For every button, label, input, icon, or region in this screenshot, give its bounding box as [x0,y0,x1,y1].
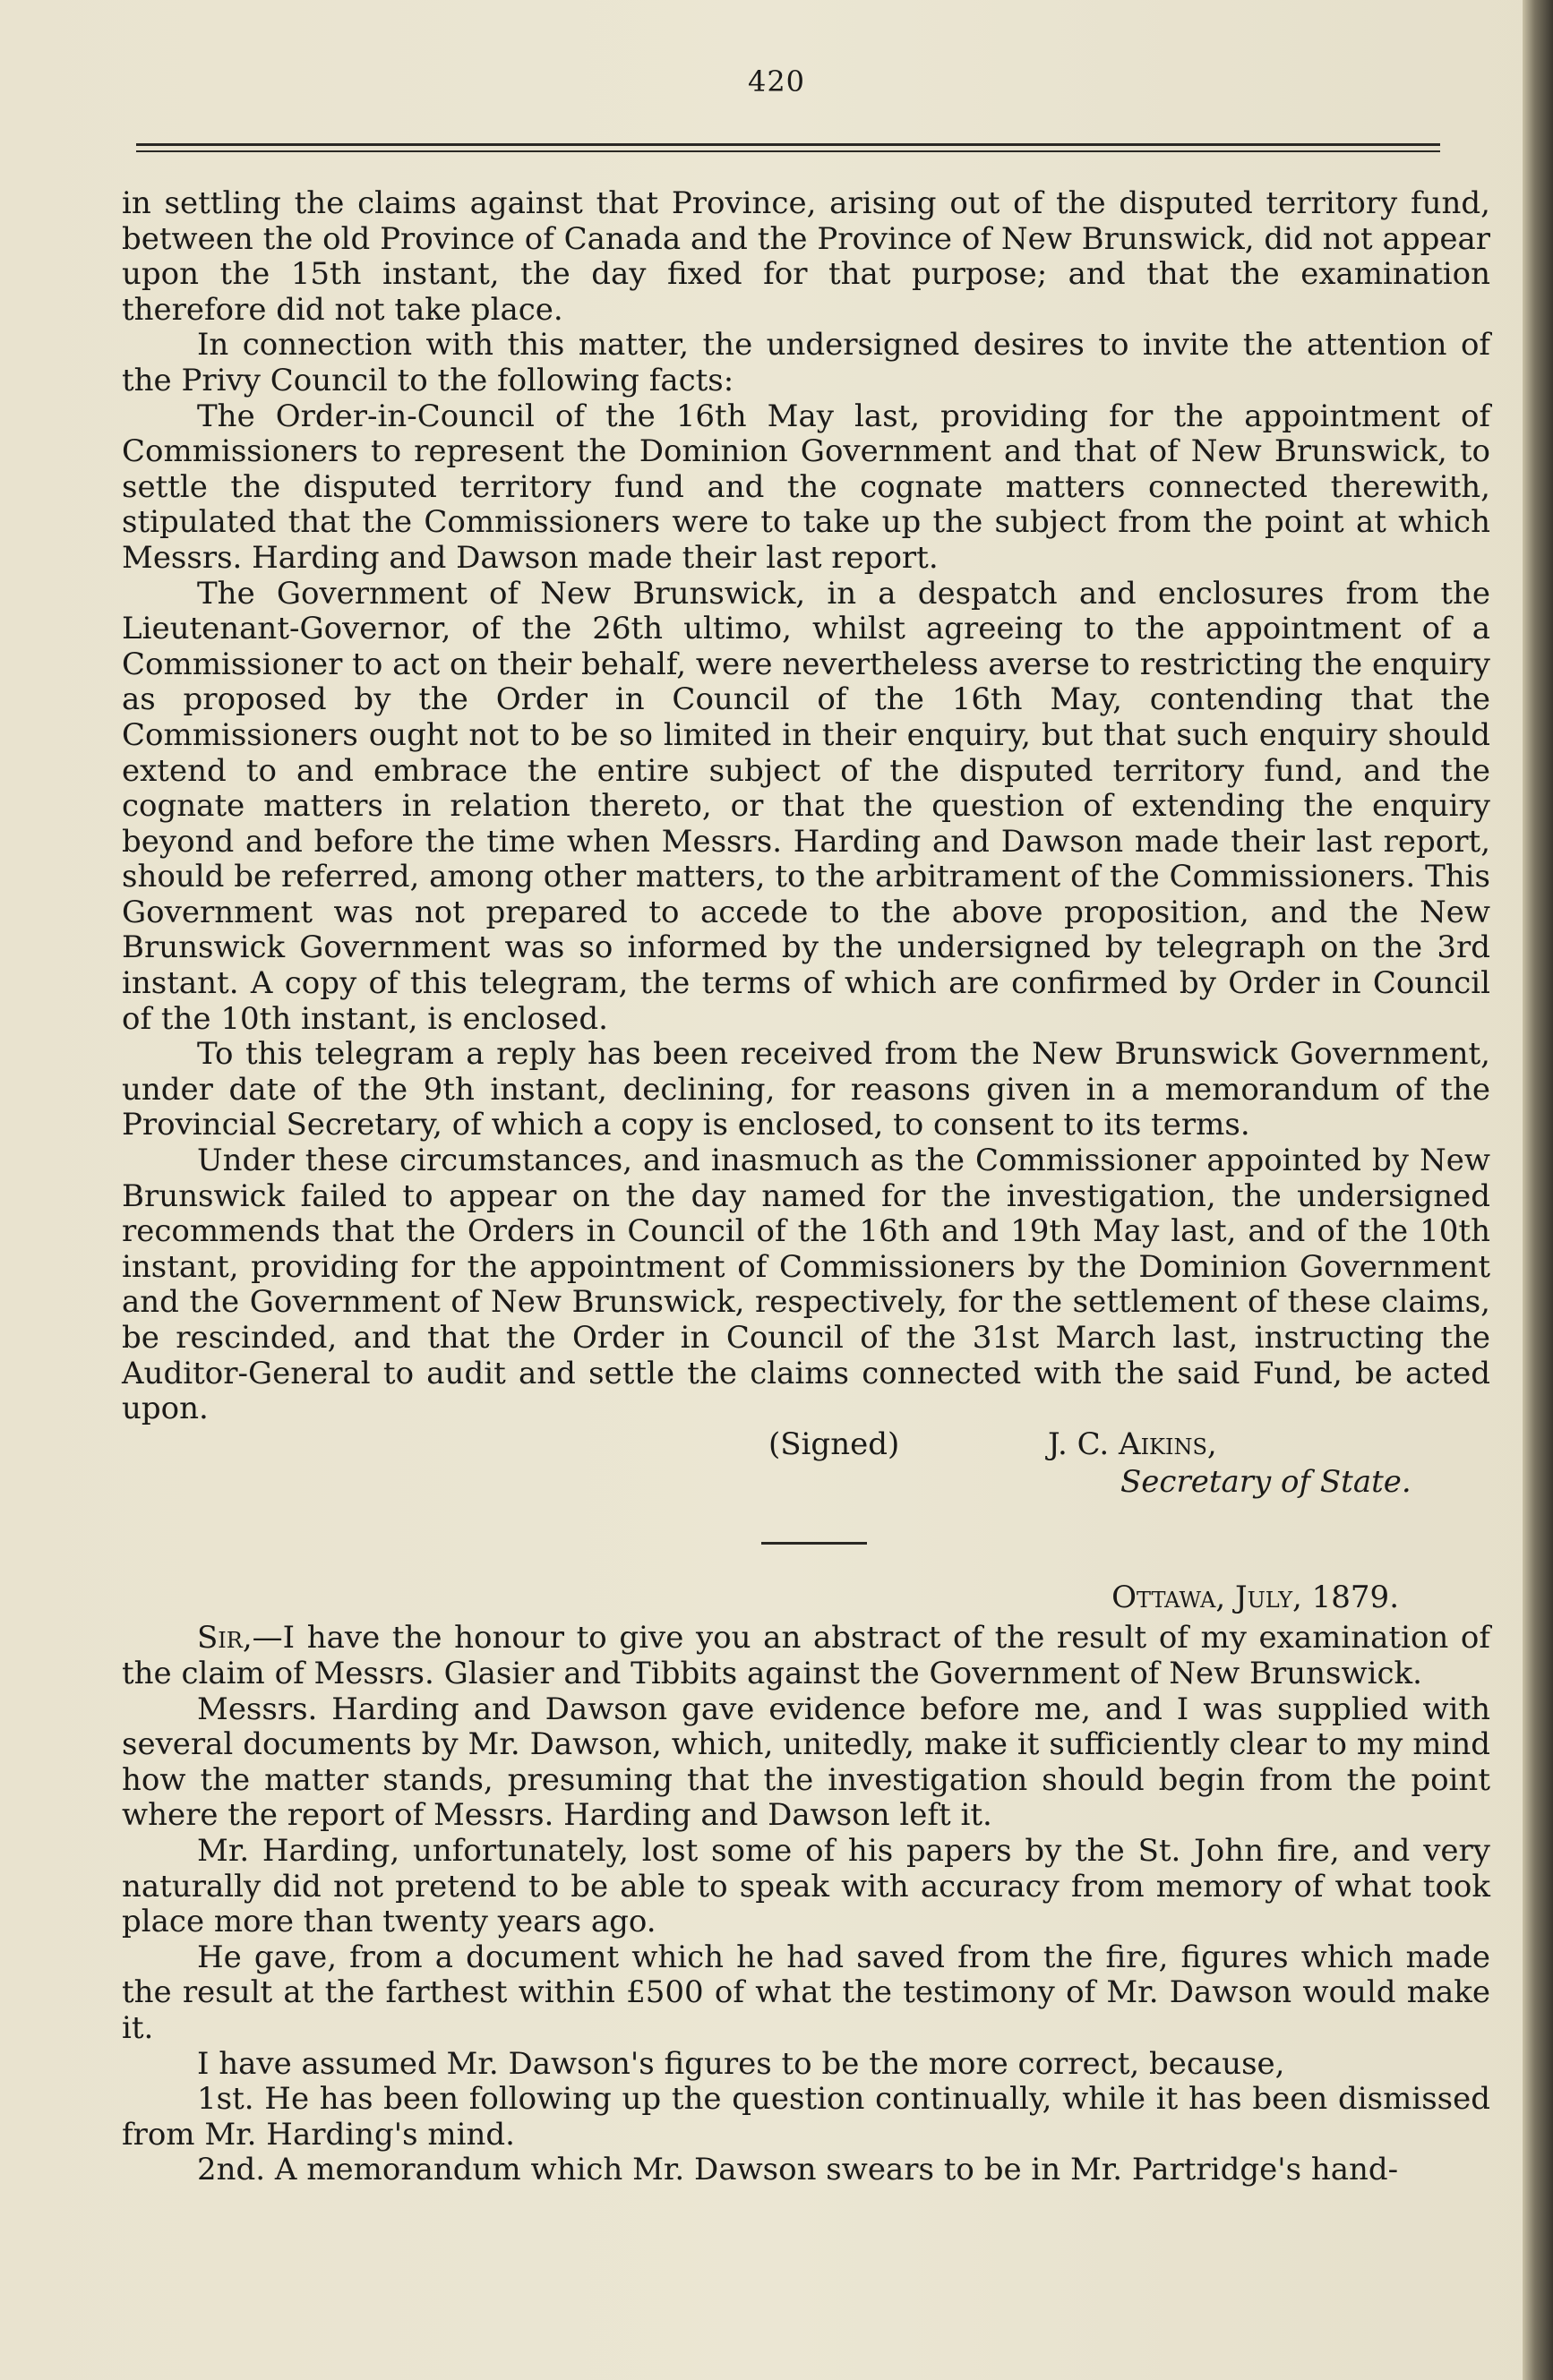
memo-paragraph-2: In connection with this matter, the undersigned desires to invite the attention of the Privy Council to the following facts: [122,327,1490,398]
letter-salutation: Sir, [197,1620,253,1657]
memo-paragraph-3: The Order-in-Council of the 16th May last, providing for the appointment of Commissioners to represent the Dominion Government and that of New Brunswick, to settle the disputed territory fund and the cognate matters connected therewith, stipulated that the Commissioners were to take up the subject from the point at which Messrs. Harding and Dawson made their last report. [122,398,1490,576]
letter-paragraph-6: 1st. He has been following up the question continually, while it has been dismissed from Mr. Harding's mind. [122,2081,1490,2153]
memo-paragraph-1: in settling the claims against that Province, arising out of the disputed territory fund, between the old Province of Canada and the Province of New Brunswick, did not appear upon the 15th instant, the day fixed for that purpose; and that the examination therefore did not take place. [122,185,1490,328]
page-number: 420 [747,64,806,98]
letter-paragraph-1 [122,1621,1490,1691]
memo-paragraph-5: To this telegram a reply has been received from the New Brunswick Government, under date of the 9th instant, declining, for reasons given in a memorandum of the Provincial Secretary, of which a copy is enclosed, to consent to its terms. [122,1036,1490,1143]
letter-paragraph-2: Messrs. Harding and Dawson gave evidence before me, and I was supplied with several documents by Mr. Dawson, which, unitedly, make it sufficiently clear to my mind how the matter stands, presuming that the investigation should begin from the point where the report of Messrs. Harding and Dawson left it. [122,1691,1490,1834]
letter-opening-text: —I have the honour to give you an abstract of the result of my examination of the claim of Messrs. Glasier and Tibbits against the Government of New Brunswick. [122,1620,1490,1691]
letter-paragraph-4: He gave, from a document which he had saved from the fire, figures which made the result at the farthest within £500 of what the testimony of Mr. Dawson would make it. [122,1939,1490,2046]
memo-signature-block [122,1427,1490,1502]
signatory-title: Secretary of State. [1120,1463,1411,1500]
book-gutter-edge [1523,0,1553,2380]
memo-paragraph-4: The Government of New Brunswick, in a despatch and enclosures from the Lieutenant-Governor, of the 26th ultimo, whilst agreeing to the appointment of a Commissioner to act on their behalf, were nevertheless averse to restricting the enquiry as proposed by the Order in Council of the 16th May, contending that the Commissioners ought not to be so limited in their enquiry, but that such enquiry should extend to and embrace the entire subject of the disputed territory fund, and the cognate matters in relation thereto, or that the question of extending the enquiry beyond and before the time when Messrs. Harding and Dawson made their last report, should be referred, among other matters, to the arbitrament of the Commissioners. This Government was not prepared to accede to the above proposition, and the New Brunswick Government was so informed by the undersigned by telegraph on the 3rd instant. A copy of this telegram, the terms of which are confirmed by Order in Council of the 10th instant, is enclosed. [122,575,1490,1037]
header-double-rule [136,143,1440,152]
signatory-name: J. C. Aikins, [1048,1425,1217,1462]
memo-paragraph-6: Under these circumstances, and inasmuch as the Commissioner appointed by New Brunswick failed to appear on the day named for the investigation, the undersigned recommends that the Orders in Council of the 16th and 19th May last, and of the 10th instant, providing for the appointment of Commissioners by the Dominion Government and the Government of New Brunswick, respectively, for the settlement of these claims, be rescinded, and that the Order in Council of the 31st March last, instructing the Auditor-General to audit and settle the claims connected with the said Fund, be acted upon. [122,1143,1490,1427]
page-body [122,186,1490,2188]
signed-label: (Signed) [768,1425,900,1462]
section-divider-rule [761,1542,867,1545]
letter-paragraph-3: Mr. Harding, unfortunately, lost some of his papers by the St. John fire, and very naturally did not pretend to be able to speak with accuracy from memory of what took place more than twenty years ago. [122,1832,1490,1940]
letter-paragraph-5: I have assumed Mr. Dawson's figures to be the more correct, because, [197,2045,1285,2082]
letter-paragraph-7: 2nd. A memorandum which Mr. Dawson swears to be in Mr. Partridge's hand- [197,2152,1399,2188]
letter-dateline: Ottawa, July, 1879. [1111,1579,1399,1615]
